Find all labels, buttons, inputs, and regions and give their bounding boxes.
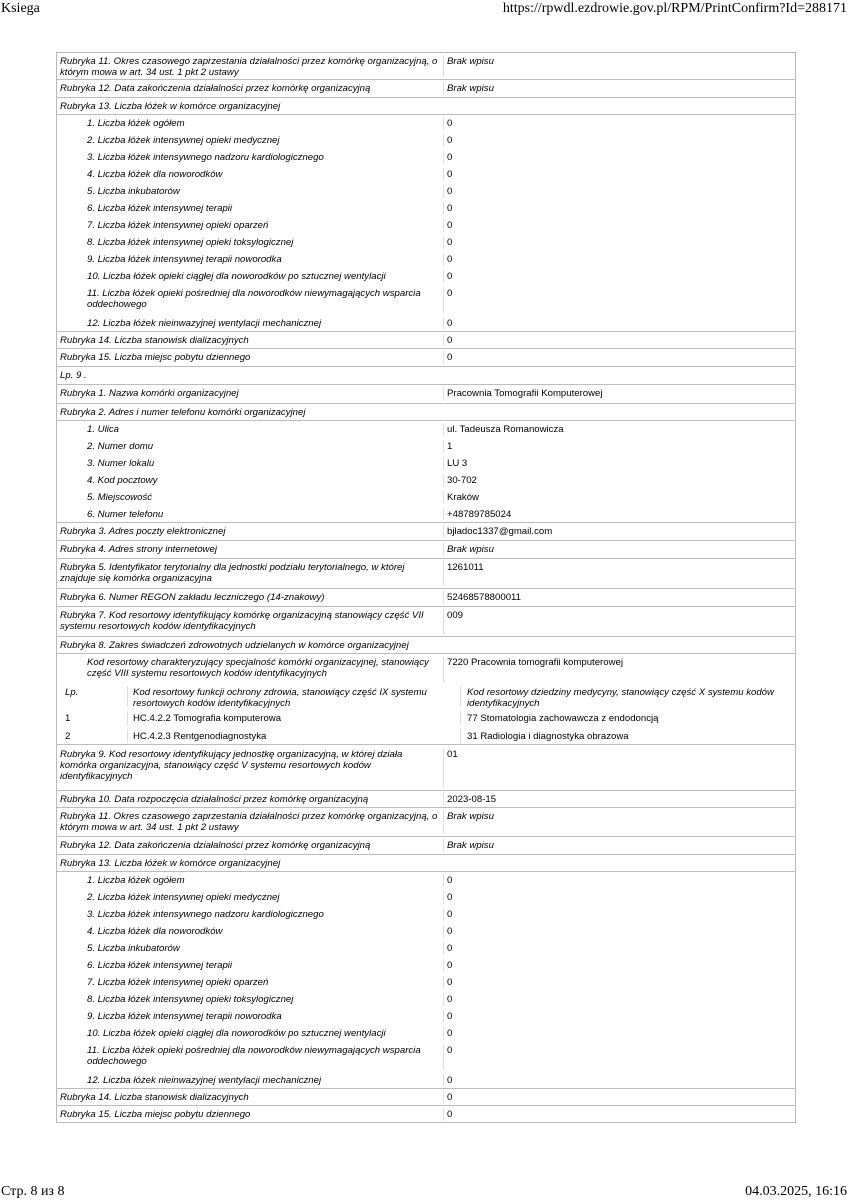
column-divider bbox=[127, 686, 128, 707]
row-label: Lp. 9 . bbox=[60, 370, 87, 381]
column-divider bbox=[443, 423, 444, 436]
b-address-row bbox=[57, 489, 795, 506]
row-value: 2023-08-15 bbox=[447, 794, 497, 805]
b-r7-row bbox=[57, 607, 795, 637]
row-label: 4. Liczba łóżek dla noworodków bbox=[87, 926, 223, 937]
r8-table-cell: 31 Radiologia i diagnostyka obrazowa bbox=[467, 731, 629, 742]
column-divider bbox=[460, 711, 461, 725]
column-divider bbox=[443, 908, 444, 921]
row-label: 1. Liczba łóżek ogółem bbox=[87, 118, 185, 129]
row-label: 2. Numer domu bbox=[87, 441, 154, 452]
window-title: Ksiega bbox=[1, 1, 40, 16]
row-value: 01 bbox=[447, 749, 458, 760]
column-divider bbox=[443, 525, 444, 538]
column-divider bbox=[443, 202, 444, 215]
row-value: 0 bbox=[447, 135, 453, 146]
row-label: Rubryka 6. Numer REGON zakładu leczniczego (14-znakowy) bbox=[60, 592, 325, 603]
page-url: https://rpwdl.ezdrowie.gov.pl/RPM/PrintConfirm?Id=288171 bbox=[502, 1, 847, 16]
row-value: 0 bbox=[447, 335, 453, 346]
row-value: ul. Tadeusza Romanowicza bbox=[447, 424, 564, 435]
row-label: Rubryka 13. Liczba łóżek w komórce organizacyjnej bbox=[60, 101, 281, 112]
row-label: 5. Liczba inkubatorów bbox=[87, 186, 180, 197]
row-value: 0 bbox=[447, 169, 453, 180]
row-value: 0 bbox=[447, 1092, 453, 1103]
column-divider bbox=[443, 1044, 444, 1070]
row-label: Kod resortowy charakteryzujący specjalność komórki organizacyjnej, stanowiący część VIII systemu resortowych kodów identyfikacyjnych bbox=[87, 657, 429, 679]
row-value: 0 bbox=[447, 352, 453, 363]
r8-table-header-cell: Lp. bbox=[65, 687, 79, 698]
row-label: 3. Liczba łóżek intensywnego nadzoru kardiologicznego bbox=[87, 152, 324, 163]
column-divider bbox=[443, 117, 444, 130]
column-divider bbox=[443, 236, 444, 249]
row-value: Pracownia Tomografii Komputerowej bbox=[447, 388, 603, 399]
r8-table-cell: 77 Stomatologia zachowawcza z endodoncją bbox=[467, 713, 659, 724]
row-label: Rubryka 11. Okres czasowego zaprzestania działalności przez komórkę organizacyjną, o którym mowa w art. 34 ust. 1 pkt 2 ustawy bbox=[60, 811, 438, 833]
row-label: Rubryka 4. Adres strony internetowej bbox=[60, 544, 217, 555]
row-value: 0 bbox=[447, 977, 453, 988]
row-label: 1. Liczba łóżek ogółem bbox=[87, 875, 185, 886]
row-label: 9. Liczba łóżek intensywnej terapii noworodka bbox=[87, 1011, 282, 1022]
lp-row bbox=[57, 367, 795, 385]
row-value: 0 bbox=[447, 237, 453, 248]
column-divider bbox=[443, 993, 444, 1006]
column-divider bbox=[443, 457, 444, 470]
row-label: 10. Liczba łóżek opieki ciągłej dla noworodków po sztucznej wentylacji bbox=[87, 271, 386, 282]
row-label: 1. Ulica bbox=[87, 424, 119, 435]
row-label: 6. Liczba łóżek intensywnej terapii bbox=[87, 960, 233, 971]
column-divider bbox=[443, 151, 444, 164]
row-value: 0 bbox=[447, 909, 453, 920]
a-bed-row bbox=[57, 183, 795, 200]
row-value: 0 bbox=[447, 960, 453, 971]
row-value: 30-702 bbox=[447, 475, 477, 486]
column-divider bbox=[443, 334, 444, 346]
a-bed-row bbox=[57, 315, 795, 332]
row-label: 11. Liczba łóżek opieki pośredniej dla noworodków niewymagających wsparcia oddechowego bbox=[87, 288, 421, 310]
a-r14-row bbox=[57, 332, 795, 349]
row-value: LU 3 bbox=[447, 458, 468, 469]
row-value: 0 bbox=[447, 1011, 453, 1022]
column-divider bbox=[443, 508, 444, 520]
row-value: 1 bbox=[447, 441, 453, 452]
column-divider bbox=[443, 543, 444, 556]
row-label: 3. Liczba łóżek intensywnego nadzoru kardiologicznego bbox=[87, 909, 324, 920]
column-divider bbox=[443, 168, 444, 181]
b-r10-row bbox=[57, 791, 795, 808]
row-value: 1261011 bbox=[447, 562, 484, 573]
row-label: 3. Numer lokalu bbox=[87, 458, 155, 469]
row-value: 0 bbox=[447, 892, 453, 903]
a-bed-row bbox=[57, 200, 795, 217]
b-r15-row bbox=[57, 1106, 795, 1123]
row-label: Rubryka 5. Identyfikator terytorialny dla jednostki podziału terytorialnego, w której znajduje się komórka organizacyjna bbox=[60, 562, 405, 584]
row-label: 6. Liczba łóżek intensywnej terapii bbox=[87, 203, 233, 214]
row-label: Rubryka 12. Data zakończenia działalności przez komórkę organizacyjną bbox=[60, 840, 371, 851]
b-r6-row bbox=[57, 589, 795, 607]
a-r15-row bbox=[57, 349, 795, 367]
row-label: 9. Liczba łóżek intensywnej terapii noworodka bbox=[87, 254, 282, 265]
b-r1-row bbox=[57, 385, 795, 404]
r8-table-cell: 2 bbox=[65, 731, 71, 742]
row-label: Rubryka 3. Adres poczty elektronicznej bbox=[60, 526, 226, 537]
row-value: Brak wpisu bbox=[447, 56, 494, 67]
b-bed-row bbox=[57, 974, 795, 991]
column-divider bbox=[460, 686, 461, 707]
row-value: 0 bbox=[447, 152, 453, 163]
row-value: 0 bbox=[447, 994, 453, 1005]
row-value: 7220 Pracownia tomografii komputerowej bbox=[447, 657, 623, 668]
b-r2-row bbox=[57, 404, 795, 421]
column-divider bbox=[443, 656, 444, 682]
row-label: Rubryka 7. Kod resortowy identyfikujący komórkę organizacyjną stanowiący część VII systemu resortowych kodów identyfikacyjnych bbox=[60, 610, 424, 632]
column-divider bbox=[443, 1074, 444, 1086]
row-label: Rubryka 15. Liczba miejsc pobytu dziennego bbox=[60, 352, 251, 363]
a-bed-row bbox=[57, 234, 795, 251]
row-value: Brak wpisu bbox=[447, 811, 494, 822]
row-label: 10. Liczba łóżek opieki ciągłej dla noworodków po sztucznej wentylacji bbox=[87, 1028, 386, 1039]
row-value: Brak wpisu bbox=[447, 544, 494, 555]
row-label: 5. Miejscowość bbox=[87, 492, 153, 503]
b-bed-row bbox=[57, 889, 795, 906]
row-label: 4. Liczba łóżek dla noworodków bbox=[87, 169, 223, 180]
row-value: 0 bbox=[447, 318, 453, 329]
row-value: bjladoc1337@gmail.com bbox=[447, 526, 553, 537]
a-bed-row bbox=[57, 268, 795, 285]
column-divider bbox=[443, 891, 444, 904]
row-value: 0 bbox=[447, 875, 453, 886]
column-divider bbox=[443, 959, 444, 972]
r8-table-cell: HC.4.2.2 Tomografia komputerowa bbox=[133, 713, 282, 724]
row-label: Rubryka 15. Liczba miejsc pobytu dziennego bbox=[60, 1109, 251, 1120]
row-value: 0 bbox=[447, 220, 453, 231]
b-address-row bbox=[57, 506, 795, 523]
column-divider bbox=[443, 810, 444, 834]
column-divider bbox=[443, 1010, 444, 1023]
b-bed-row bbox=[57, 957, 795, 974]
a-r12-row bbox=[57, 80, 795, 98]
row-value: 0 bbox=[447, 1028, 453, 1039]
column-divider bbox=[443, 82, 444, 95]
row-value: +48789785024 bbox=[447, 509, 512, 520]
a-bed-row bbox=[57, 166, 795, 183]
registry-table bbox=[56, 52, 796, 1123]
r8-table-cell: 1 bbox=[65, 713, 71, 724]
b-address-row bbox=[57, 421, 795, 438]
column-divider bbox=[443, 351, 444, 364]
column-divider bbox=[443, 474, 444, 487]
a-r11-row bbox=[57, 53, 795, 80]
b-r8-spec-row bbox=[57, 654, 795, 684]
b-bed-row bbox=[57, 923, 795, 940]
b-address-row bbox=[57, 438, 795, 455]
row-label: Rubryka 14. Liczba stanowisk dializacyjnych bbox=[60, 335, 249, 346]
a-bed-row bbox=[57, 115, 795, 132]
column-divider bbox=[443, 925, 444, 938]
column-divider bbox=[443, 561, 444, 586]
a-bed-row bbox=[57, 251, 795, 268]
column-divider bbox=[443, 317, 444, 329]
column-divider bbox=[443, 219, 444, 232]
r8-table-cell: HC.4.2.3 Rentgenodiagnostyka bbox=[133, 731, 267, 742]
row-value: 0 bbox=[447, 186, 453, 197]
row-label: Rubryka 11. Okres czasowego zaprzestania działalności przez komórkę organizacyjną, o którym mowa w art. 34 ust. 1 pkt 2 ustawy bbox=[60, 56, 438, 78]
b-bed-row bbox=[57, 872, 795, 889]
b-bed-row bbox=[57, 906, 795, 923]
row-value: 0 bbox=[447, 1109, 453, 1120]
page-number: Стр. 8 из 8 bbox=[1, 1184, 65, 1199]
column-divider bbox=[127, 711, 128, 725]
b-r14-row bbox=[57, 1089, 795, 1106]
a-bed-row bbox=[57, 285, 795, 315]
b-address-row bbox=[57, 455, 795, 472]
row-label: 12. Liczba łóżek nieinwazyjnej wentylacji mechanicznej bbox=[87, 318, 322, 329]
row-value: Kraków bbox=[447, 492, 479, 503]
b-r11-row bbox=[57, 808, 795, 837]
row-value: 0 bbox=[447, 1045, 453, 1056]
row-value: 0 bbox=[447, 288, 453, 299]
row-value: 0 bbox=[447, 943, 453, 954]
column-divider bbox=[460, 729, 461, 743]
r8-table-row bbox=[57, 727, 795, 745]
b-r9-row bbox=[57, 746, 795, 791]
row-label: Rubryka 8. Zakres świadczeń zdrowotnych udzielanych w komórce organizacyjnej bbox=[60, 640, 409, 651]
b-r8-row bbox=[57, 637, 795, 654]
column-divider bbox=[443, 387, 444, 401]
r8-table-bottom bbox=[57, 744, 795, 745]
row-label: 7. Liczba łóżek intensywnej opieki oparzeń bbox=[87, 220, 269, 231]
b-r5-row bbox=[57, 559, 795, 589]
row-label: Rubryka 1. Nazwa komórki organizacyjnej bbox=[60, 388, 239, 399]
row-label: 11. Liczba łóżek opieki pośredniej dla noworodków niewymagających wsparcia oddechowego bbox=[87, 1045, 421, 1067]
print-datetime: 04.03.2025, 16:16 bbox=[745, 1184, 847, 1199]
row-label: 5. Liczba inkubatorów bbox=[87, 943, 180, 954]
column-divider bbox=[443, 839, 444, 852]
row-label: 8. Liczba łóżek intensywnej opieki toksylogicznej bbox=[87, 237, 294, 248]
b-r3-row bbox=[57, 523, 795, 541]
row-value: 0 bbox=[447, 118, 453, 129]
column-divider bbox=[443, 440, 444, 453]
row-label: Rubryka 13. Liczba łóżek w komórce organizacyjnej bbox=[60, 858, 281, 869]
r8-table-header-cell: Kod resortowy funkcji ochrony zdrowia, stanowiący część IX systemu resortowych kodów identyfikacyjnych bbox=[133, 687, 427, 709]
column-divider bbox=[443, 491, 444, 504]
column-divider bbox=[443, 793, 444, 805]
b-bed-row bbox=[57, 1042, 795, 1072]
b-bed-row bbox=[57, 1025, 795, 1042]
b-r12-row bbox=[57, 837, 795, 855]
row-label: 2. Liczba łóżek intensywnej opieki medycznej bbox=[87, 135, 280, 146]
row-value: 0 bbox=[447, 1075, 453, 1086]
b-bed-row bbox=[57, 1072, 795, 1089]
column-divider bbox=[443, 609, 444, 634]
b-r13-row bbox=[57, 855, 795, 872]
column-divider bbox=[443, 874, 444, 887]
a-bed-row bbox=[57, 132, 795, 149]
row-value: Brak wpisu bbox=[447, 840, 494, 851]
row-value: Brak wpisu bbox=[447, 83, 494, 94]
row-label: 7. Liczba łóżek intensywnej opieki oparzeń bbox=[87, 977, 269, 988]
row-label: 2. Liczba łóżek intensywnej opieki medycznej bbox=[87, 892, 280, 903]
row-label: Rubryka 9. Kod resortowy identyfikujący jednostkę organizacyjną, w której działa komórka organizacyjna, stanowiący część V systemu resortowych kodów identyfikacyjnych bbox=[60, 749, 403, 782]
r8-table-header-cell: Kod resortowy dziedziny medycyny, stanowiący część X systemu kodów identyfikacyjnych bbox=[467, 687, 774, 709]
row-label: 12. Liczba łóżek nieinwazyjnej wentylacji mechanicznej bbox=[87, 1075, 322, 1086]
a-bed-row bbox=[57, 217, 795, 234]
column-divider bbox=[127, 729, 128, 743]
column-divider bbox=[443, 1108, 444, 1121]
column-divider bbox=[443, 942, 444, 955]
row-label: Rubryka 10. Data rozpoczęcia działalności przez komórkę organizacyjną bbox=[60, 794, 369, 805]
row-value: 0 bbox=[447, 271, 453, 282]
row-label: 6. Numer telefonu bbox=[87, 509, 164, 520]
row-label: 4. Kod pocztowy bbox=[87, 475, 158, 486]
a-r13-row bbox=[57, 98, 795, 115]
row-value: 0 bbox=[447, 926, 453, 937]
column-divider bbox=[443, 185, 444, 198]
r8-table-row bbox=[57, 709, 795, 727]
row-label: Rubryka 12. Data zakończenia działalności przez komórkę organizacyjną bbox=[60, 83, 371, 94]
r8-table-header bbox=[57, 684, 795, 709]
a-bed-row bbox=[57, 149, 795, 166]
b-address-row bbox=[57, 472, 795, 489]
row-value: 0 bbox=[447, 254, 453, 265]
column-divider bbox=[443, 55, 444, 77]
b-r4-row bbox=[57, 541, 795, 559]
row-label: Rubryka 2. Adres i numer telefonu komórki organizacyjnej bbox=[60, 407, 306, 418]
column-divider bbox=[443, 253, 444, 266]
column-divider bbox=[443, 591, 444, 604]
row-label: Rubryka 14. Liczba stanowisk dializacyjnych bbox=[60, 1092, 249, 1103]
column-divider bbox=[443, 976, 444, 989]
column-divider bbox=[443, 748, 444, 788]
column-divider bbox=[443, 1091, 444, 1103]
column-divider bbox=[443, 1027, 444, 1040]
row-value: 52468578800011 bbox=[447, 592, 521, 603]
row-label: 8. Liczba łóżek intensywnej opieki toksylogicznej bbox=[87, 994, 294, 1005]
row-value: 009 bbox=[447, 610, 464, 621]
row-value: 0 bbox=[447, 203, 453, 214]
column-divider bbox=[443, 270, 444, 283]
column-divider bbox=[443, 134, 444, 147]
column-divider bbox=[443, 287, 444, 313]
b-bed-row bbox=[57, 991, 795, 1008]
b-bed-row bbox=[57, 940, 795, 957]
b-bed-row bbox=[57, 1008, 795, 1025]
